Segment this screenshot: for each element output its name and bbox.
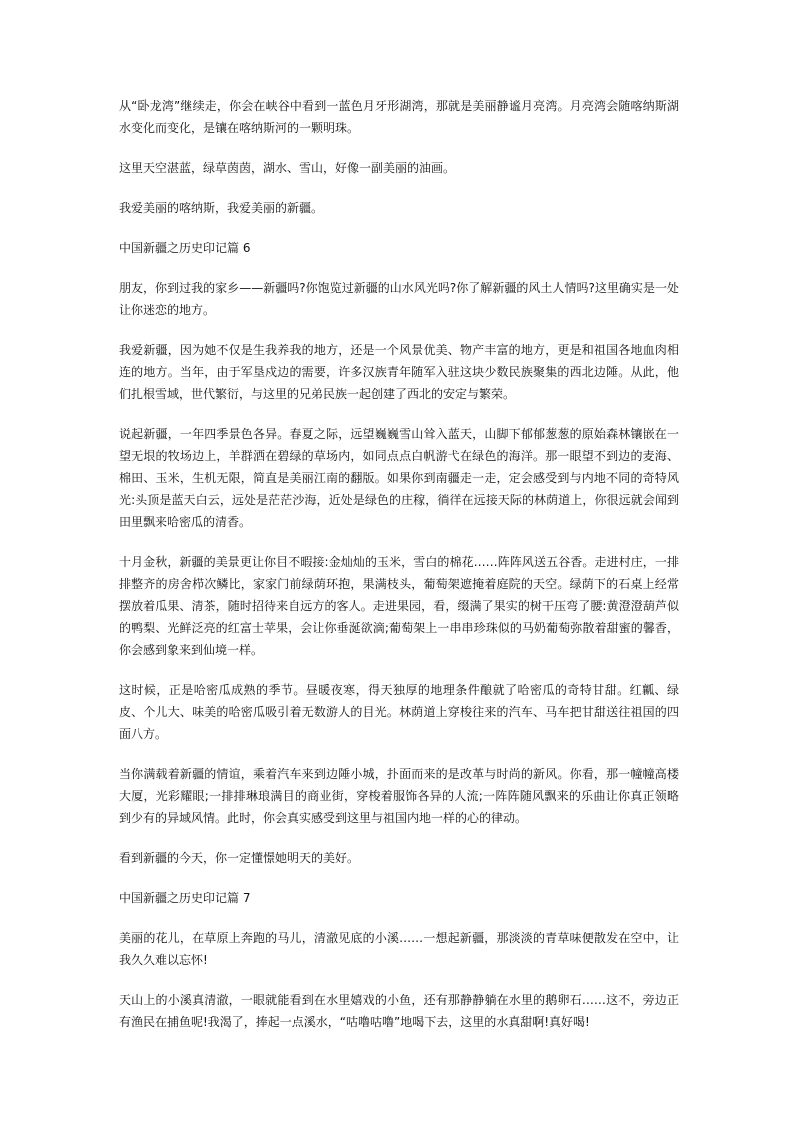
section-heading-6: 中国新疆之历史印记篇 6 (119, 241, 251, 255)
paragraph-sky: 这里天空湛蓝，绿草茵茵，湖水、雪山，好像一副美丽的油画。 (119, 161, 456, 175)
document-page (119, 95, 679, 1051)
paragraph-love-xinjiang: 我爱新疆，因为她不仅是生我养我的地方，还是一个风景优美、物产丰富的地方，更是和祖国各地血肉相连的地方。当年，由于军垦戍边的需要，许多汉族青年随军入驻这块少数民族聚集的西北边陲。从此，他们扎根雪域，世代繁衍，与这里的兄弟民族一起创建了西北的安定与繁荣。 (119, 343, 679, 401)
paragraph-moon-bay: 从“卧龙湾”继续走，你会在峡谷中看到一蓝色月牙形湖湾，那就是美丽静谧月亮湾。月亮湾会随喀纳斯湖水变化而变化，是镶在喀纳斯河的一颗明珠。 (119, 99, 679, 135)
paragraph-autumn: 十月金秋，新疆的美景更让你目不暇接:金灿灿的玉米，雪白的棉花……阵阵风送五谷香。走进村庄，一排排整齐的房舍栉次鳞比，家家门前绿荫环抱，果满枝头，葡萄架遮掩着庭院的天空。绿荫下的石桌上经常摆放着瓜果、清茶，随时招待来自远方的客人。走进果园，看，缀满了果实的树干压弯了腰:黄澄澄葫芦似的鸭梨、光鲜泛亮的红富士苹果，会让你垂涎欲滴;葡萄架上一串串珍珠似的马奶葡萄弥散着甜蜜的馨香，你会感到象来到仙境一样。 (119, 555, 679, 657)
paragraph-stream: 天山上的小溪真清澈，一眼就能看到在水里嬉戏的小鱼，还有那静静躺在水里的鹅卵石……这不，旁边正有渔民在捕鱼呢!我渴了，捧起一点溪水，“咕噜咕噜”地喝下去，这里的水真甜啊!真好喝! (119, 993, 679, 1029)
paragraph-love-kanas: 我爱美丽的喀纳斯，我爱美丽的新疆。 (119, 201, 324, 215)
paragraph-seasons: 说起新疆，一年四季景色各异。春夏之际，远望巍巍雪山耸入蓝天，山脚下郁郁葱葱的原始森林镶嵌在一望无垠的牧场边上，羊群洒在碧绿的草场内，如同点点白帆游弋在绿色的海洋。那一眼望不到边的麦海、棉田、玉米，生机无限，简直是美丽江南的翻版。如果你到南疆走一走，定会感受到与内地不同的奇特风光:头顶是蓝天白云，远处是茫茫沙海，近处是绿色的庄稼，徜徉在远接天际的林荫道上，你很远就会闻到田里飘来哈密瓜的清香。 (119, 427, 679, 529)
section-heading-7: 中国新疆之历史印记篇 7 (119, 891, 251, 905)
paragraph-today: 看到新疆的今天，你一定懂憬她明天的美好。 (119, 851, 360, 865)
paragraph-flowers: 美丽的花儿，在草原上奔跑的马儿，清澈见底的小溪……一想起新疆，那淡淡的青草味便散发在空中，让我久久难以忘怀! (119, 931, 679, 967)
paragraph-hami-melon: 这时候，正是哈密瓜成熟的季节。昼暖夜寒，得天独厚的地理条件酿就了哈密瓜的奇特甘甜。红瓤、绿皮、个儿大、味美的哈密瓜吸引着无数游人的目光。林荫道上穿梭往来的汽车、马车把甘甜送往祖国的四面八方。 (119, 683, 679, 741)
paragraph-border-town: 当你满载着新疆的情谊，乘着汽车来到边陲小城，扑面而来的是改革与时尚的新风。你看，那一幢幢高楼大厦，光彩耀眼;一排排琳琅满目的商业街，穿梭着服饰各异的人流;一阵阵随风飘来的乐曲让你真正领略到少有的异域风情。此时，你会真实感受到这里与祖国内地一样的心的律动。 (119, 767, 679, 825)
paragraph-friend: 朋友，你到过我的家乡——新疆吗?你饱览过新疆的山水风光吗?你了解新疆的风土人情吗?这里确实是一处让你迷恋的地方。 (119, 281, 679, 317)
